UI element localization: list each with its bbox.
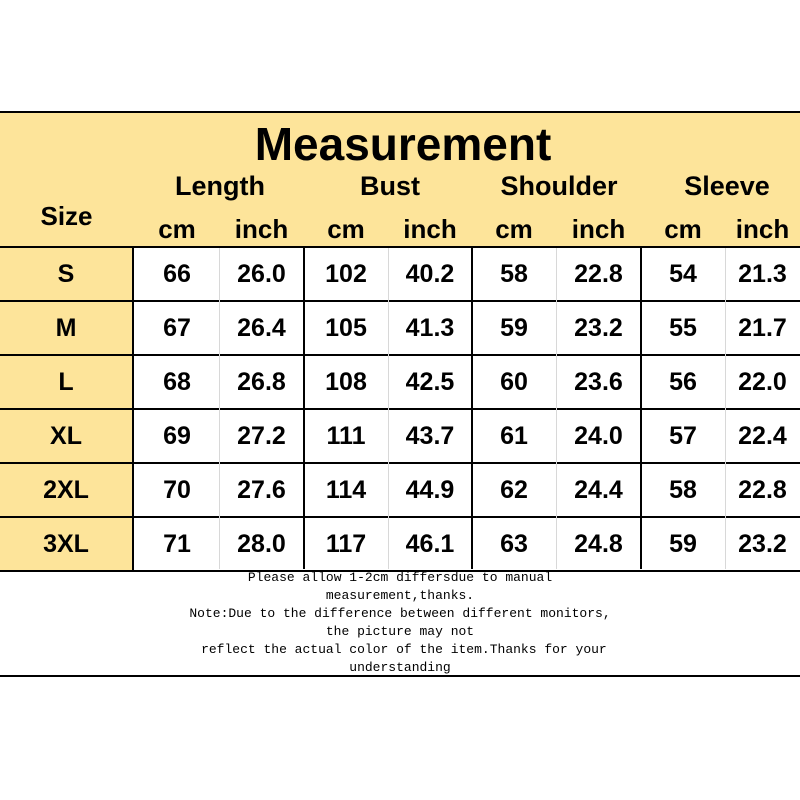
value-cell: 105 — [325, 313, 367, 342]
value-cell: 66 — [163, 259, 191, 288]
grid-line — [725, 248, 726, 569]
note-line: understanding — [349, 660, 451, 675]
table-row — [0, 356, 800, 410]
group-header-sleeve: Sleeve — [684, 171, 770, 201]
value-cell: 55 — [669, 313, 697, 342]
size-cell: S — [0, 248, 134, 300]
value-cell: 22.4 — [738, 421, 787, 450]
value-cell: 117 — [325, 529, 367, 558]
value-cell: 24.0 — [574, 421, 623, 450]
unit-header: inch — [403, 214, 457, 244]
size-cell: XL — [0, 410, 134, 462]
unit-header: cm — [495, 214, 533, 244]
value-cell: 24.8 — [574, 529, 623, 558]
value-cell: 24.4 — [574, 475, 623, 504]
value-cell: 56 — [669, 367, 697, 396]
value-cell: 69 — [163, 421, 191, 450]
value-cell: 68 — [163, 367, 191, 396]
note-line: reflect the actual color of the item.Thanks for your — [193, 642, 607, 657]
value-cell: 61 — [500, 421, 528, 450]
value-cell: 26.4 — [237, 313, 286, 342]
value-cell: 58 — [669, 475, 697, 504]
value-cell: 23.2 — [738, 529, 787, 558]
value-cell: 58 — [500, 259, 528, 288]
size-chart — [0, 111, 800, 572]
value-cell: 21.7 — [738, 313, 787, 342]
note-line: measurement,thanks. — [325, 588, 475, 603]
value-cell: 21.3 — [738, 259, 787, 288]
note-line: Please allow 1-2cm differsdue to manual — [247, 570, 553, 585]
table-row — [0, 518, 800, 572]
grid-line — [640, 248, 642, 569]
value-cell: 27.6 — [237, 475, 286, 504]
table-body — [0, 248, 800, 572]
unit-header: cm — [158, 214, 196, 244]
value-cell: 114 — [325, 475, 367, 504]
grid-line — [471, 248, 473, 569]
value-cell: 40.2 — [405, 259, 455, 288]
value-cell: 26.0 — [237, 259, 286, 288]
unit-header: cm — [327, 214, 365, 244]
value-cell: 59 — [500, 313, 528, 342]
value-cell: 71 — [163, 529, 191, 558]
value-cell: 67 — [163, 313, 191, 342]
value-cell: 23.2 — [574, 313, 623, 342]
group-header-shoulder: Shoulder — [500, 171, 618, 201]
value-cell: 44.9 — [405, 475, 455, 504]
value-cell: 23.6 — [574, 367, 623, 396]
unit-header: inch — [735, 214, 790, 244]
unit-header: cm — [664, 214, 702, 244]
value-cell: 108 — [325, 367, 367, 396]
value-cell: 27.2 — [237, 421, 286, 450]
group-header-length: Length — [175, 171, 265, 201]
grid-line — [303, 248, 305, 569]
note-line: the picture may not — [325, 624, 475, 639]
chart-title: Measurement — [254, 118, 552, 170]
table-row — [0, 464, 800, 518]
note-line: Note:Due to the difference between different monitors, — [189, 606, 611, 621]
table-row — [0, 302, 800, 356]
value-cell: 26.8 — [237, 367, 286, 396]
size-cell: M — [0, 302, 134, 354]
value-cell: 46.1 — [405, 529, 455, 558]
grid-line — [556, 248, 557, 569]
value-cell: 41.3 — [405, 313, 455, 342]
table-header — [0, 111, 800, 248]
value-cell: 102 — [325, 259, 367, 288]
size-cell: 3XL — [0, 518, 134, 570]
size-column-header: Size — [40, 201, 93, 231]
grid-line — [388, 248, 389, 569]
value-cell: 43.7 — [405, 421, 455, 450]
value-cell: 62 — [500, 475, 528, 504]
group-header-bust: Bust — [360, 171, 420, 201]
value-cell: 42.5 — [405, 367, 455, 396]
grid-line — [219, 248, 220, 569]
size-cell: 2XL — [0, 464, 134, 516]
value-cell: 63 — [500, 529, 528, 558]
value-cell: 111 — [326, 421, 366, 450]
disclaimer-note — [0, 569, 800, 677]
table-row — [0, 248, 800, 302]
value-cell: 57 — [669, 421, 697, 450]
value-cell: 28.0 — [237, 529, 286, 558]
value-cell: 22.0 — [738, 367, 787, 396]
unit-header: inch — [234, 214, 289, 244]
value-cell: 70 — [163, 475, 191, 504]
size-cell: L — [0, 356, 134, 408]
value-cell: 22.8 — [738, 475, 787, 504]
value-cell: 54 — [669, 259, 697, 288]
value-cell: 22.8 — [574, 259, 623, 288]
table-row — [0, 410, 800, 464]
unit-header: inch — [571, 214, 626, 244]
value-cell: 60 — [500, 367, 528, 396]
value-cell: 59 — [669, 529, 697, 558]
